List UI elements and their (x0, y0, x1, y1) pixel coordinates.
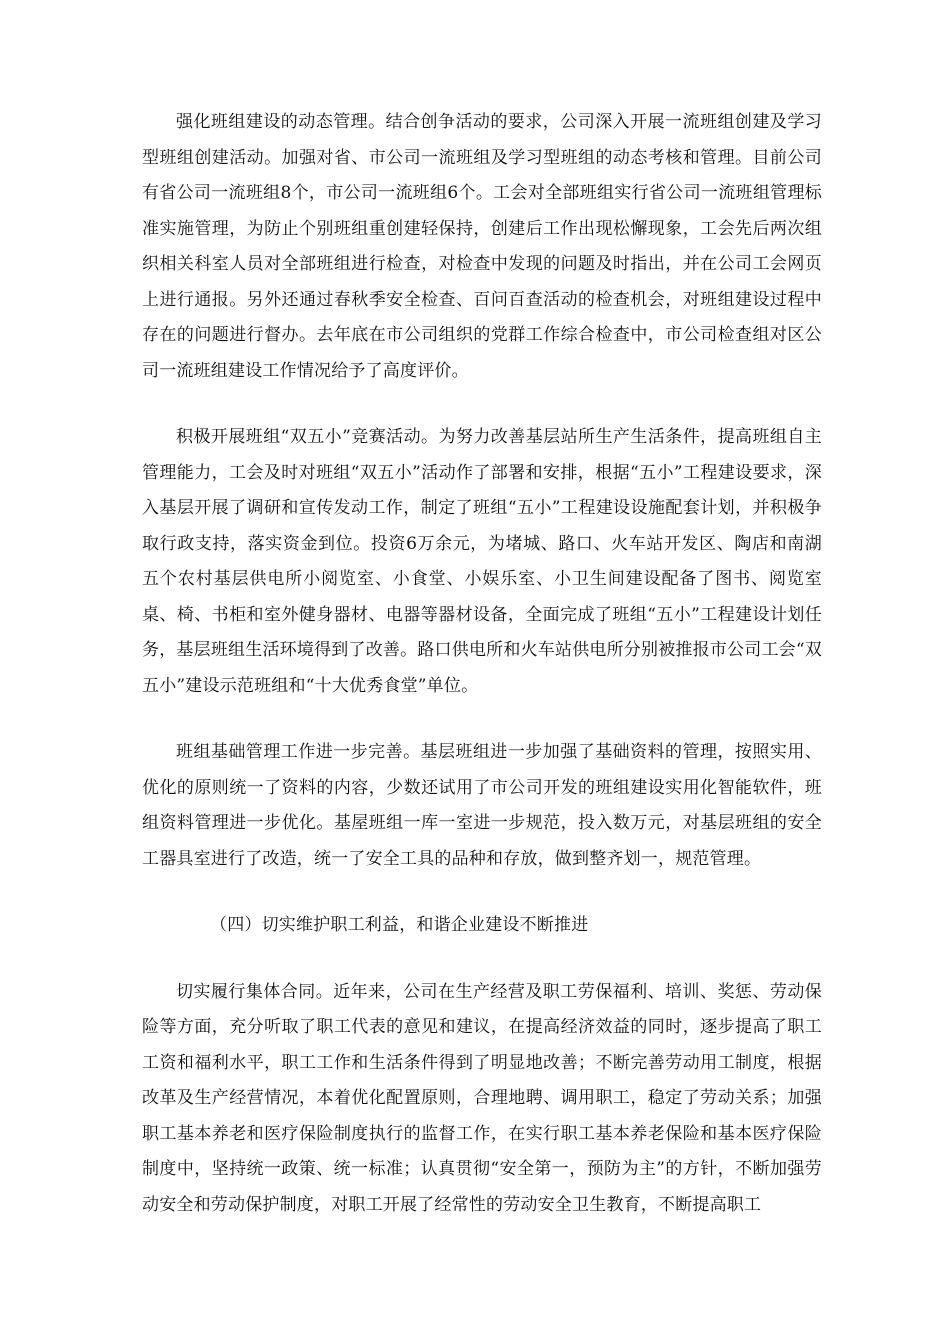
paragraph-collective-contract: 切实履行集体合同。近年来，公司在生产经营及职工劳保福利、培训、奖惩、劳动保险等方面，充分听取了职工代表的意见和建议，在提高经济效益的同时，逐步提高了职工工资和福利水平，职工工作和生活条件得到了明显地改善；不断完善劳动用工制度，根据改革及生产经营情况，本着优化配置原则，合理地聘、调用职工，稳定了劳动关系；加强职工基本养老和医疗保险制度执行的监督工作，在实行职工基本养老保险和基本医疗保险制度中，坚持统一政策、统一标准；认真贯彻“安全第一，预防为主”的方针，不断加强劳动安全和劳动保护制度，对职工开展了经常性的劳动安全卫生教育，不断提高职工 (142, 981, 822, 1215)
paragraph-double-five-small-competition: 积极开展班组“双五小”竞赛活动。为努力改善基层站所生产生活条件，提高班组自主管理能力，工会及时对班组“双五小”活动作了部署和安排，根据“五小”工程建设要求，深入基层开展了调研和宣传发动工作，制定了班组“五小”工程建设设施配套计划，并积极争取行政支持，落实资金到位。投资6万余元，为堵城、路口、火车站开发区、陶店和南湖五个农村基层供电所小阅览室、小食堂、小娱乐室、小卫生间建设配备了图书、阅览室桌、椅、书柜和室外健身器材、电器等器材设备，全面完成了班组“五小”工程建设计划任务，基层班组生活环境得到了改善。路口供电所和火车站供电所分别被推报市公司工会“双五小”建设示范班组和“十大优秀食堂”单位。 (142, 427, 822, 696)
document-body (142, 105, 822, 1223)
paragraph-team-dynamic-management: 强化班组建设的动态管理。结合创争活动的要求，公司深入开展一流班组创建及学习型班组创建活动。加强对省、市公司一流班组及学习型班组的动态考核和管理。目前公司有省公司一流班组8个，市公司一流班组6个。工会对全部班组实行省公司一流班组管理标准实施管理，为防止个别班组重创建轻保持，创建后工作出现松懈现象，工会先后两次组织相关科室人员对全部班组进行检查，对检查中发现的问题及时指出，并在公司工会网页上进行通报。另外还通过春秋季安全检查、百问百查活动的检查机会，对班组建设过程中存在的问题进行督办。去年底在市公司组织的党群工作综合检查中，市公司检查组对区公司一流班组建设工作情况给予了高度评价。 (142, 112, 822, 381)
paragraph-team-basic-management: 班组基础管理工作进一步完善。基层班组进一步加强了基础资料的管理，按照实用、优化的原则统一了资料的内容，少数还试用了市公司开发的班组建设实用化智能软件，班组资料管理进一步优化。基屋班组一库一室进一步规范，投入数万元，对基层班组的安全工器具室进行了改造，统一了安全工具的品种和存放，做到整齐划一，规范管理。 (142, 742, 822, 869)
section-heading-employee-interests: （四）切实维护职工利益，和谐企业建设不断推进 (210, 915, 589, 935)
